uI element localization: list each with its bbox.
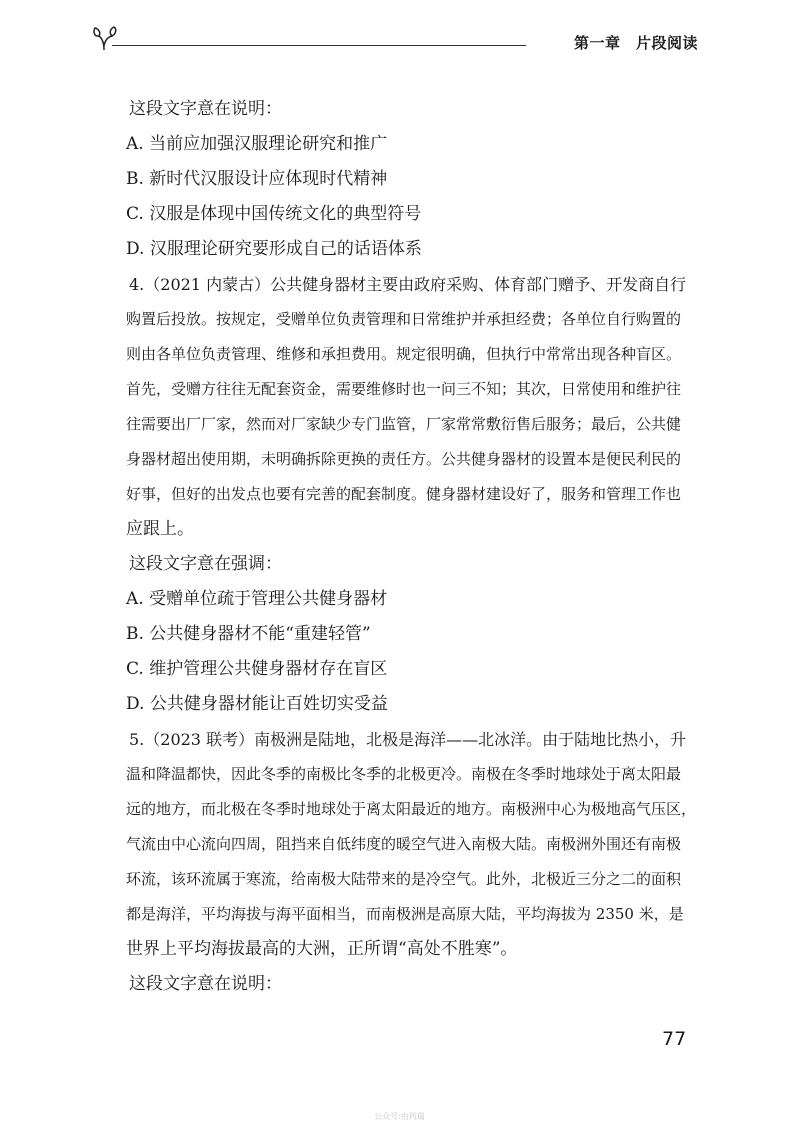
question-prompt: 这段文字意在说明： <box>129 99 282 119</box>
page-body <box>126 92 698 1002</box>
answer-option-c: C. 维护管理公共健身器材存在盲区 <box>126 659 388 679</box>
answer-option-d: D. 公共健身器材能让百姓切实受益 <box>126 694 388 714</box>
passage-line: 应跟上。 <box>126 519 194 539</box>
sprout-icon <box>92 24 118 52</box>
passage-line: 都是海洋，平均海拔与海平面相当，而南极洲是高原大陆，平均海拔为 2350 米，是 <box>126 905 684 923</box>
question-prompt: 这段文字意在说明： <box>129 974 282 994</box>
passage-line: 则由各单位负责管理、维修和承担费用。规定很明确，但执行中常常出现各种盲区。 <box>126 345 682 363</box>
passage-line: 世界上平均海拔最高的大洲，正所谓“高处不胜寒”。 <box>126 939 518 959</box>
page-number: 77 <box>662 1028 687 1050</box>
passage-line: 温和降温都快，因此冬季的南极比冬季的北极更冷。南极在冬季时地球处于离太阳最 <box>126 765 682 783</box>
answer-option-b: B. 新时代汉服设计应体现时代精神 <box>126 169 388 189</box>
passage-line: 往需要出厂厂家，然而对厂家缺少专门监管，厂家常常敷衍售后服务；最后，公共健 <box>126 415 682 433</box>
answer-option-c: C. 汉服是体现中国传统文化的典型符号 <box>126 204 422 224</box>
answer-option-b: B. 公共健身器材不能“重建轻管” <box>126 624 371 644</box>
answer-option-a: A. 当前应加强汉服理论研究和推广 <box>126 134 388 154</box>
passage-line: 首先，受赠方往往无配套资金，需要维修时也一问三不知；其次，日常使用和维护往 <box>126 380 682 398</box>
passage-line: 身器材超出使用期，未明确拆除更换的责任方。公共健身器材的设置本是便民利民的 <box>126 450 682 468</box>
passage-line: 环流，该环流属于寒流，给南极大陆带来的是冷空气。此外，北极近三分之二的面积 <box>126 870 682 888</box>
chapter-title: 第一章 片段阅读 <box>573 34 698 52</box>
passage-line: 远的地方，而北极在冬季时地球处于离太阳最近的地方。南极洲中心为极地高气压区， <box>126 800 697 818</box>
header-rule <box>112 45 526 46</box>
question-prompt: 这段文字意在强调： <box>129 554 282 574</box>
passage-line: 5.（2023 联考）南极洲是陆地，北极是海洋——北冰洋。由于陆地比热小，升 <box>129 730 687 749</box>
passage-line: 好事，但好的出发点也要有完善的配套制度。健身器材建设好了，服务和管理工作也 <box>126 485 682 503</box>
watermark: 公众号:由药瑞 <box>374 1112 425 1121</box>
passage-line: 气流由中心流向四周，阻挡来自低纬度的暖空气进入南极大陆。南极洲外围还有南极 <box>126 835 682 853</box>
running-header <box>92 24 698 64</box>
passage-line: 购置后投放。按规定，受赠单位负责管理和日常维护并承担经费；各单位自行购置的 <box>126 310 682 328</box>
answer-option-d: D. 汉服理论研究要形成自己的话语体系 <box>126 239 422 259</box>
answer-option-a: A. 受赠单位疏于管理公共健身器材 <box>126 589 388 609</box>
passage-line: 4.（2021 内蒙古）公共健身器材主要由政府采购、体育部门赠予、开发商自行 <box>129 275 687 294</box>
